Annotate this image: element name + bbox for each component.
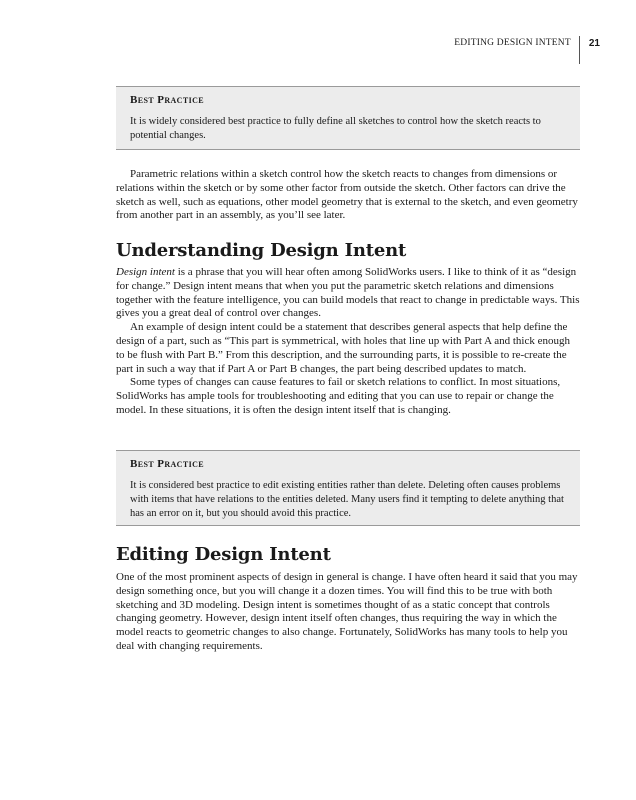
best-practice-title: Best Practice [130,458,205,470]
intro-paragraph-block [116,168,580,223]
best-practice-box-2 [116,450,580,526]
understanding-paragraph-1-text: is a phrase that you will hear often among SolidWorks users. I like to think of it as “design for change.” Design intent means that when you put the parametric sketch relations and dimensions together with the feature intelligence, you can build models that react to change in predictable ways. This gives you a great deal of control over changes. [116,266,580,320]
best-practice-box-1 [116,86,580,150]
page-number: 21 [588,38,600,49]
understanding-paragraph-3: Some types of changes can cause features to fail or sketch relations to conflict. In most situations, SolidWorks has ample tools for troubleshooting and editing that you can use to repair or change the model. In these situations, it is often the design intent itself that is changing. [116,376,561,416]
term-design-intent: Design intent [116,266,175,278]
running-head: EDITING DESIGN INTENT [454,36,580,64]
best-practice-text: It is widely considered best practice to fully define all sketches to control how the sketch reacts to potential changes. [130,116,541,141]
page-header [454,36,600,64]
section-heading-editing: Editing Design Intent [116,544,331,565]
editing-body [116,571,580,654]
understanding-paragraph-1 [116,266,580,321]
understanding-body [116,266,580,418]
understanding-paragraph-2: An example of design intent could be a statement that describes general aspects that help define the design of a part, such as “This part is symmetrical, with holes that line up with Part A and thick enough to be flush with Part B.” From this description, and the surrounding parts, it is possible to re-create the part in such a way that if Part A or Part B changes, the part being described updates to match. [116,321,570,375]
best-practice-text: It is considered best practice to edit existing entities rather than delete. Deleting often causes problems with items that have relations to the entities deleted. Many users find it tempting to delete anything that has an error on it, but you should avoid this practice. [130,480,564,519]
intro-paragraph: Parametric relations within a sketch control how the sketch reacts to changes from dimensions or relations within the sketch or by some other factor from outside the sketch. Other factors can drive the sketch as well, such as equations, other model geometry that is external to the sketch, and even geometry from another part in an assembly, as you’ll see later. [116,168,578,222]
section-heading-understanding: Understanding Design Intent [116,240,407,261]
best-practice-title: Best Practice [130,94,205,106]
editing-paragraph-1: One of the most prominent aspects of design in general is change. I have often heard it said that you may design something once, but you will change it a dozen times. You will find this to be true with both sketching and 3D modeling. Design intent is sometimes thought of as a static concept that controls changing geometry. However, design intent itself often changes, thus requiring the way in which the model reacts to geometric changes to also change. Fortunately, SolidWorks has many tools to help you deal with changing requirements. [116,571,578,652]
